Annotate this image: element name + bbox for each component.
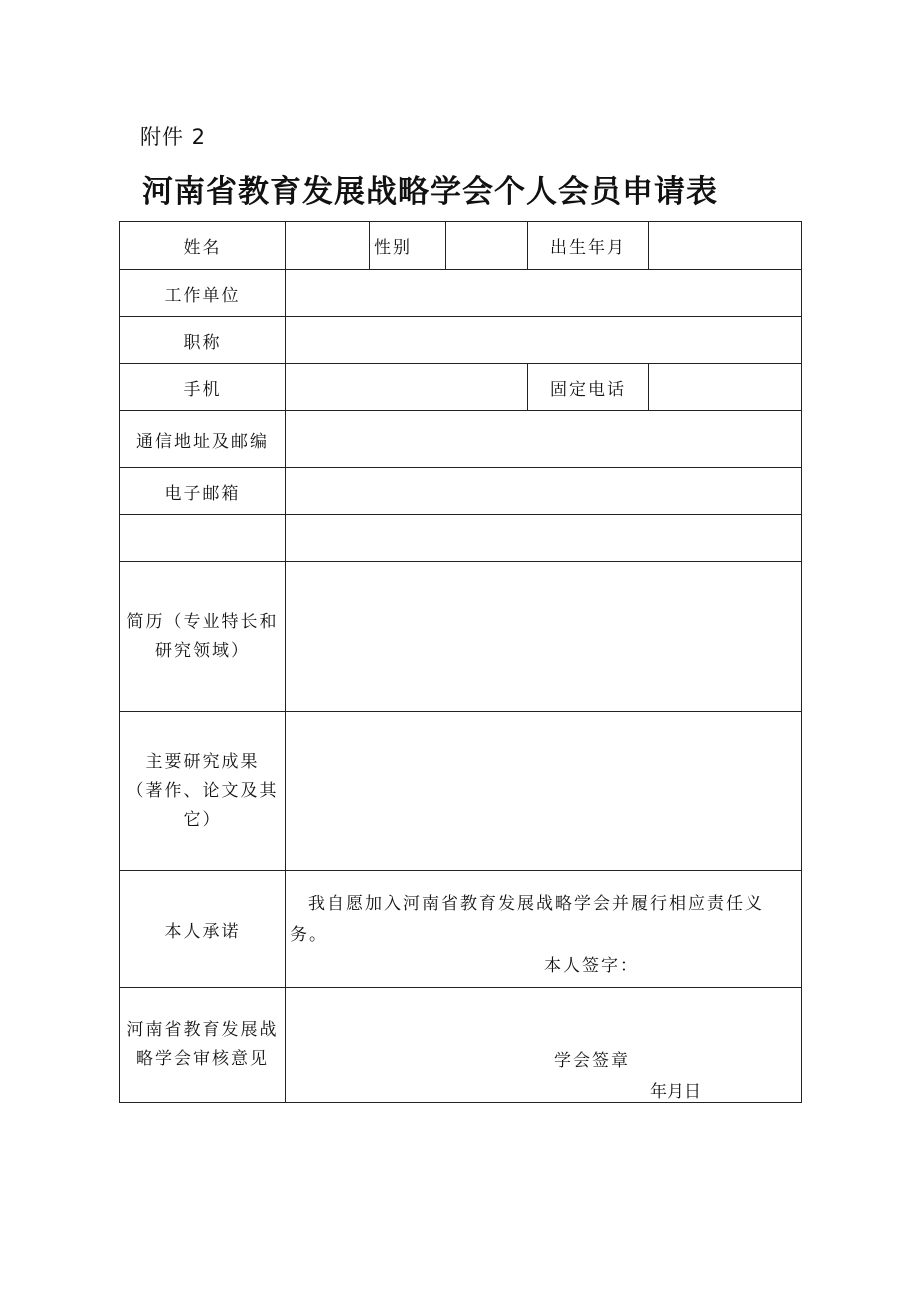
job-title-label: 职称 (120, 317, 286, 364)
table-row (120, 562, 802, 712)
review-cell (286, 988, 802, 1103)
job-title-field[interactable] (286, 317, 802, 364)
resume-label (120, 562, 286, 712)
achievements-label-line1: 主要研究成果 (145, 751, 260, 772)
achievements-label-line3: 它） (183, 809, 222, 830)
address-field[interactable] (286, 411, 802, 468)
name-field[interactable] (286, 222, 370, 270)
achievements-label (120, 712, 286, 871)
employer-field[interactable] (286, 270, 802, 317)
promise-cell (286, 871, 802, 988)
promise-text: 我自愿加入河南省教育发展战略学会并履行相应责任义务。 (290, 894, 764, 945)
blank-field[interactable] (286, 515, 802, 562)
table-row (120, 468, 802, 515)
birth-date-field[interactable] (649, 222, 802, 270)
review-label (120, 988, 286, 1103)
table-row (120, 411, 802, 468)
review-label-line2: 略学会审核意见 (136, 1049, 269, 1069)
resume-label-line2: 研究领域） (155, 640, 250, 661)
resume-field[interactable] (286, 562, 802, 712)
table-row (120, 364, 802, 411)
seal-label: 学会签章 (554, 1051, 630, 1071)
table-row (120, 317, 802, 364)
table-row (120, 515, 802, 562)
achievements-field[interactable] (286, 712, 802, 871)
birth-date-label: 出生年月 (528, 222, 649, 270)
achievements-label-line2: （著作、论文及其 (126, 780, 279, 801)
email-label: 电子邮箱 (120, 468, 286, 515)
attachment-label: 附件 2 (140, 125, 207, 149)
gender-field[interactable] (446, 222, 528, 270)
email-field[interactable] (286, 468, 802, 515)
table-row (120, 222, 802, 270)
signature-label: 本人签字： (544, 956, 639, 976)
mobile-field[interactable] (286, 364, 528, 411)
employer-label: 工作单位 (120, 270, 286, 317)
blank-label-cell (120, 515, 286, 562)
gender-label: 性别 (370, 222, 446, 270)
resume-label-line1: 简历（专业特长和 (126, 611, 279, 632)
landline-label: 固定电话 (528, 364, 649, 411)
promise-label: 本人承诺 (120, 871, 286, 988)
application-form-table (119, 221, 802, 1103)
table-row (120, 270, 802, 317)
table-row (120, 871, 802, 988)
landline-field[interactable] (649, 364, 802, 411)
address-label: 通信地址及邮编 (120, 411, 286, 468)
table-row (120, 988, 802, 1103)
name-label: 姓名 (120, 222, 286, 270)
page-title: 河南省教育发展战略学会个人会员申请表 (142, 174, 718, 210)
review-label-line1: 河南省教育发展战 (126, 1020, 279, 1040)
table-row (120, 712, 802, 871)
review-date-label: 年月日 (650, 1082, 701, 1102)
mobile-label: 手机 (120, 364, 286, 411)
